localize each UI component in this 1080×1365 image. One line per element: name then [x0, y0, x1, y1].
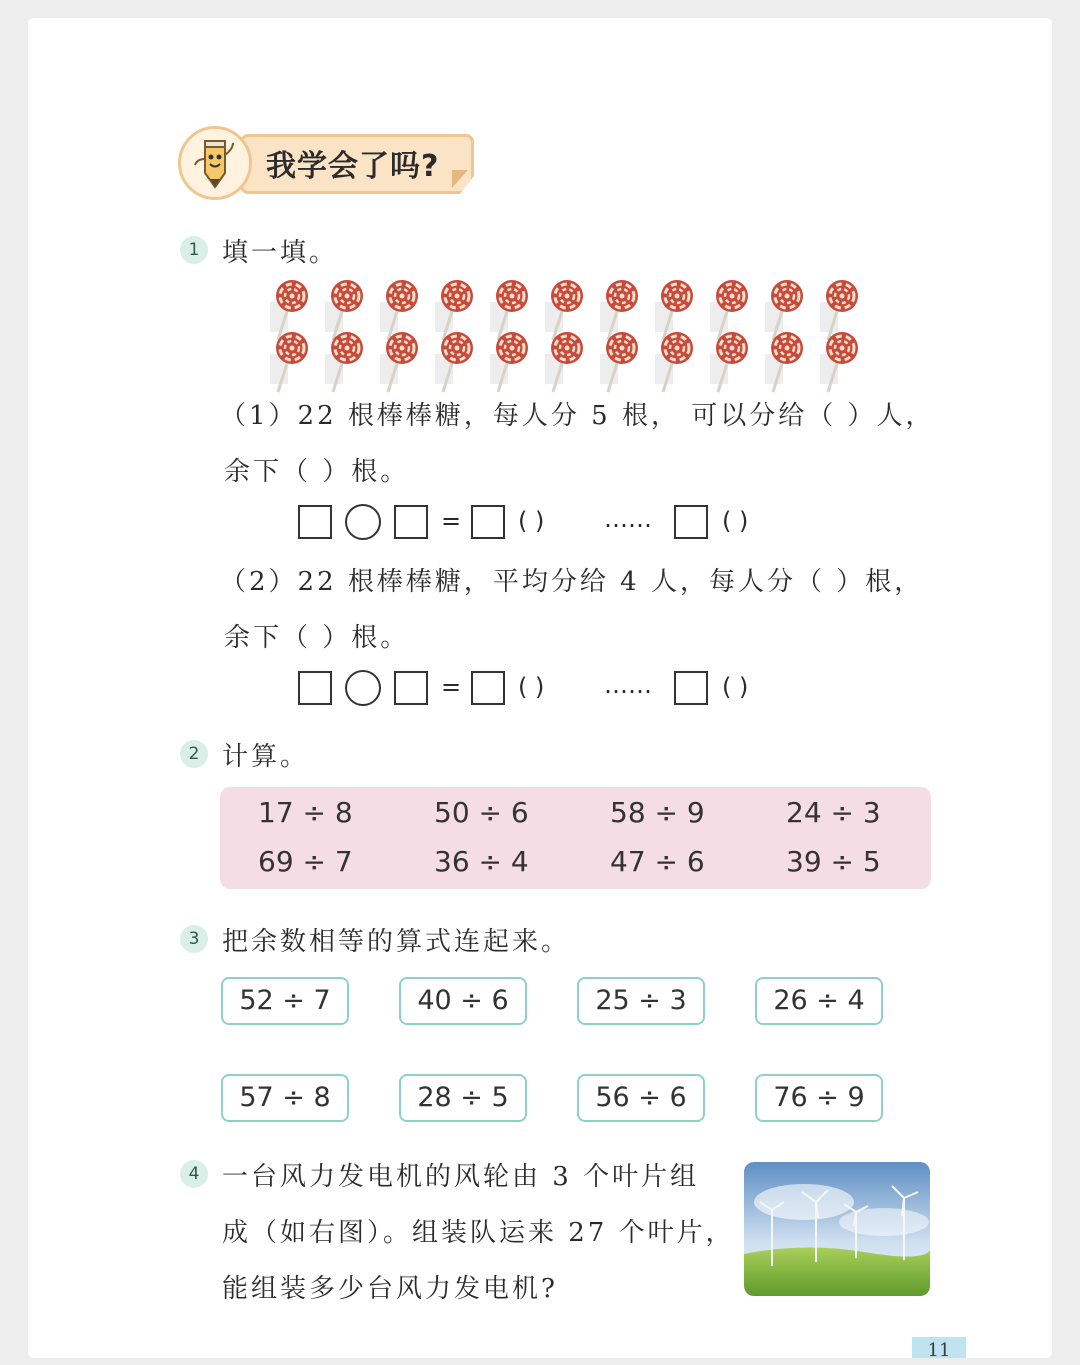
q1-part2-line2: 余下（ ）根。 — [224, 623, 410, 653]
question-number-1: 1 — [180, 236, 208, 264]
calc-item: 24 ÷ 3 — [786, 796, 881, 829]
remainder-dots: …… — [604, 671, 652, 699]
answer-box[interactable] — [674, 505, 708, 539]
answer-box[interactable] — [674, 671, 708, 705]
question-1-title: 填一填。 — [222, 238, 339, 268]
unit-paren[interactable]: ( ) — [518, 673, 545, 701]
match-expression-bottom[interactable]: 57 ÷ 8 — [221, 1074, 349, 1122]
match-expression-top[interactable]: 26 ÷ 4 — [755, 977, 883, 1025]
unit-paren[interactable]: ( ) — [722, 673, 749, 701]
operator-circle[interactable] — [345, 670, 381, 706]
match-expression-bottom[interactable]: 56 ÷ 6 — [577, 1074, 705, 1122]
page-number: 11 — [912, 1337, 966, 1358]
lollipop-icon — [266, 330, 314, 394]
section-title: 我学会了吗? — [266, 149, 440, 184]
lollipop-icon — [706, 330, 754, 394]
unit-paren[interactable]: ( ) — [518, 507, 545, 535]
lollipop-icon — [596, 330, 644, 394]
question-4-line2: 成（如右图）。组装队运来 27 个叶片， — [222, 1218, 735, 1248]
lollipop-icon — [761, 330, 809, 394]
question-3-title: 把余数相等的算式连起来。 — [222, 927, 571, 957]
match-expression-top[interactable]: 25 ÷ 3 — [577, 977, 705, 1025]
match-expression-bottom[interactable]: 76 ÷ 9 — [755, 1074, 883, 1122]
answer-box[interactable] — [394, 671, 428, 705]
question-number-3: 3 — [180, 925, 208, 953]
match-expression-top[interactable]: 40 ÷ 6 — [399, 977, 527, 1025]
calc-item: 17 ÷ 8 — [258, 796, 353, 829]
lollipop-icon — [431, 330, 479, 394]
wind-turbine-photo — [744, 1162, 930, 1296]
match-expression-top[interactable]: 52 ÷ 7 — [221, 977, 349, 1025]
calc-item: 36 ÷ 4 — [434, 845, 529, 878]
lollipop-icon — [816, 330, 864, 394]
remainder-dots: …… — [604, 505, 652, 533]
equals-sign: = — [441, 673, 462, 701]
lollipop-icon — [486, 330, 534, 394]
answer-box[interactable] — [298, 671, 332, 705]
calc-item: 69 ÷ 7 — [258, 845, 353, 878]
lollipop-icon — [376, 330, 424, 394]
lollipop-icon — [541, 330, 589, 394]
q1-part1-line2: 余下（ ）根。 — [224, 457, 410, 487]
pencil-mascot-icon — [178, 126, 252, 200]
calc-item: 39 ÷ 5 — [786, 845, 881, 878]
question-2-title: 计算。 — [222, 742, 310, 772]
lollipop-icon — [651, 330, 699, 394]
operator-circle[interactable] — [345, 504, 381, 540]
question-4-line3: 能组装多少台风力发电机? — [222, 1274, 558, 1304]
question-number-2: 2 — [180, 740, 208, 768]
answer-box[interactable] — [471, 505, 505, 539]
answer-box[interactable] — [471, 671, 505, 705]
match-expression-bottom[interactable]: 28 ÷ 5 — [399, 1074, 527, 1122]
question-number-4: 4 — [180, 1160, 208, 1188]
answer-box[interactable] — [298, 505, 332, 539]
q1-part1-line1: （1）22 根棒棒糖，每人分 5 根， 可以分给（ ）人， — [220, 401, 935, 431]
calc-item: 50 ÷ 6 — [434, 796, 529, 829]
question-4-line1: 一台风力发电机的风轮由 3 个叶片组 — [222, 1162, 700, 1192]
lollipop-icon — [321, 330, 369, 394]
calc-item: 47 ÷ 6 — [610, 845, 705, 878]
equals-sign: = — [441, 507, 462, 535]
answer-box[interactable] — [394, 505, 428, 539]
unit-paren[interactable]: ( ) — [722, 507, 749, 535]
q1-part2-line1: （2）22 根棒棒糖，平均分给 4 人，每人分（ ）根， — [220, 567, 924, 597]
calc-item: 58 ÷ 9 — [610, 796, 705, 829]
